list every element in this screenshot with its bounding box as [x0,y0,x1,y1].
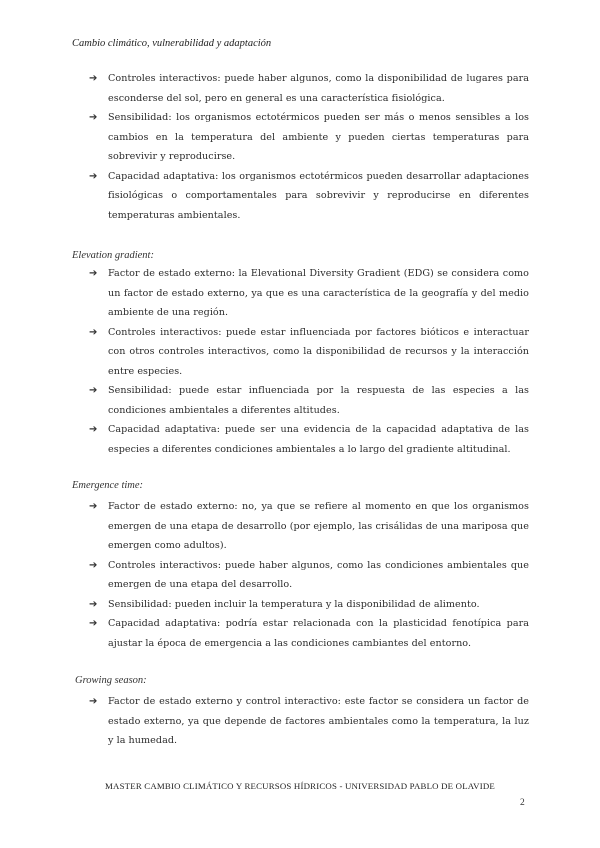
right-arrow-icon: ➔ [89,170,98,182]
list-item [89,595,529,615]
running-header: Cambio climático, vulnerabilidad y adaptación [72,38,272,49]
list-item-text: Capacidad adaptativa: puede ser una evidencia de la capacidad adaptativa de las especies a diferentes condiciones ambientales a lo largo del gradiente altitudinal. [108,424,529,455]
section-title-emergence-time: Emergence time: [72,480,144,491]
list-item [89,692,529,751]
right-arrow-icon: ➔ [89,696,98,707]
right-arrow-icon: ➔ [89,385,98,396]
growing-season-list [89,692,529,751]
list-item-text: Controles interactivos: puede estar influenciada por factores bióticos e interactuar con otros controles interactivos, como la disponibilidad de recursos y la interacción entre especies. [108,326,529,377]
list-item-text: Controles interactivos: puede haber algunos, como las condiciones ambientales que emergen de una etapa del desarrollo. [108,559,529,590]
list-item [89,69,529,108]
list-item [89,614,529,653]
right-arrow-icon: ➔ [89,73,98,84]
right-arrow-icon: ➔ [89,326,98,338]
right-arrow-icon: ➔ [89,559,98,571]
page-number: 2 [520,798,525,808]
list-item-text: Factor de estado externo y control interactivo: este factor se considera un factor de estado externo, ya que depende de factores ambientales como la temperatura, la luz y la humedad. [108,696,529,746]
emergence-time-list [89,497,529,653]
list-item [89,108,529,167]
list-item [89,381,529,420]
footer-text: MASTER CAMBIO CLIMÁTICO Y RECURSOS HÍDRICOS - UNIVERSIDAD PABLO DE OLAVIDE [105,781,495,791]
list-item-text: Sensibilidad: los organismos ectotérmicos pueden ser más o menos sensibles a los cambios en la temperatura del ambiente y pueden ciertas temperaturas para sobrevivir y reproducirse. [108,112,529,162]
section-title-elevation-gradient: Elevation gradient: [72,250,154,261]
list-item [89,497,529,556]
list-item [89,556,529,595]
right-arrow-icon: ➔ [89,598,98,610]
right-arrow-icon: ➔ [89,112,98,123]
list-item [89,167,529,226]
right-arrow-icon: ➔ [89,424,98,435]
list-item-text: Controles interactivos: puede haber algunos, como la disponibilidad de lugares para esconderse del sol, pero en general es una característica fisiológica. [108,73,529,104]
list-item-text: Factor de estado externo: no, ya que se refiere al momento en que los organismos emergen de una etapa de desarrollo (por ejemplo, las crisálidas de una mariposa que emergen como adultos). [108,501,529,551]
list-item [89,264,529,323]
list-item-text: Capacidad adaptativa: los organismos ectotérmicos pueden desarrollar adaptaciones fisiológicas o comportamentales para sobrevivir y reproducirse en diferentes temperaturas ambientales. [108,170,529,221]
right-arrow-icon: ➔ [89,268,98,279]
intro-list [89,69,529,225]
list-item [89,323,529,382]
section-title-growing-season: Growing season: [75,675,147,686]
list-item-text: Factor de estado externo: la Elevational Diversity Gradient (EDG) se considera como un factor de estado externo, ya que es una característica de la geografía y del medio ambiente de una región. [108,268,529,318]
list-item-text: Sensibilidad: puede estar influenciada por la respuesta de las especies a las condiciones ambientales a diferentes altitudes. [108,385,529,416]
list-item-text: Capacidad adaptativa: podría estar relacionada con la plasticidad fenotípica para ajustar la época de emergencia a las condiciones cambiantes del entorno. [108,618,529,649]
right-arrow-icon: ➔ [89,618,98,629]
list-item-text: Sensibilidad: pueden incluir la temperatura y la disponibilidad de alimento. [108,598,480,610]
list-item [89,420,529,459]
right-arrow-icon: ➔ [89,501,98,512]
elevation-gradient-list [89,264,529,459]
